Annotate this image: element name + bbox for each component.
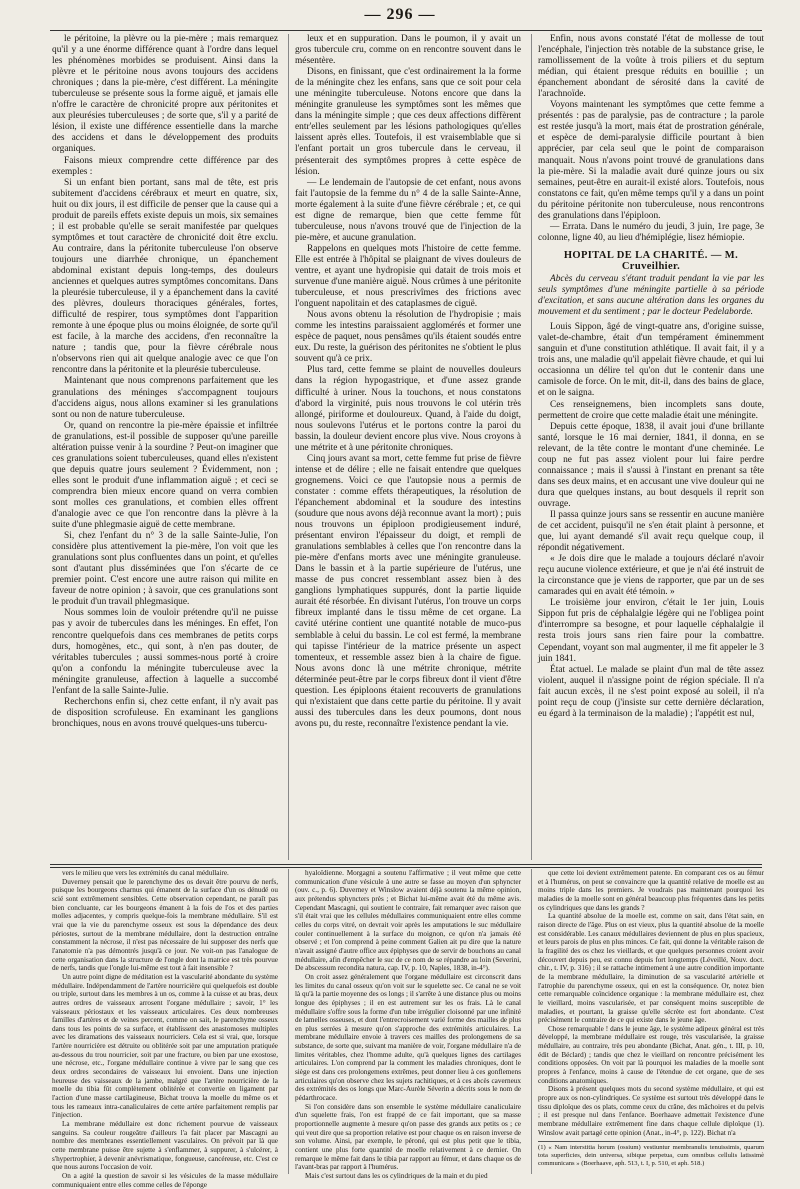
column-1 <box>52 34 278 860</box>
paragraph: Maintenant que nous comprenons parfaitement que les granulations des méninges s'accompagnent toujours d'accidens aigus, nous allons examiner si les granulations sont ou non de nature tuberculeuse. <box>52 376 278 420</box>
column-3 <box>531 34 764 860</box>
article-abstract: Abcès du cerveau s'étant traduit pendant la vie par les seuls symptômes d'une méningite partielle à sa période d'excitation, et sans aucune altération dans les organes du mouvement et du sentiment ; par le docteur Pedelaborde. <box>538 273 764 318</box>
paragraph: « Je dois dire que le malade a toujours déclaré n'avoir reçu aucune violence extérieure, et que je n'ai été instruit de la circonstance que je viens de rapporter, que par un de ses camarades qui en avait été témoin. » <box>538 554 764 598</box>
bottom-column-3 <box>531 869 764 1174</box>
paragraph: leux et en suppuration. Dans le poumon, il y avait un gros tubercule cru, comme on en rencontre souvent dans le mésentère. <box>295 34 521 67</box>
paragraph: La quantité absolue de la moelle est, comme on sait, dans l'état sain, en raison directe de l'âge. Plus on est vieux, plus la quantité absolue de la moelle est considérable. Les canaux médullaires deviennent de plus en plus spacieux, et leurs parois de plus en plus minces. Ce fait, qui donne la véritable raison de la fragilité des os chez les vieillards, et que quelques personnes croient avoir découvert depuis peu, est connu depuis fort longtemps (Léveillé, Nouv. doct. chir., t. IV, p. 316) ; il se rattache intimement à une autre condition importante de la membrane médullaire, la diminution de sa vascularité artérielle et l'atrophie du parenchyme osseux, qui en est la conséquence. Or, notez bien cette remarquable coïncidence organique : la membrane médullaire est, chez le vieillard, moins vascularisée, et par conséquent moins susceptible de maladies, et pourtant, la graisse qu'elle sécrète est fort abondante. C'est précisément le contraire de ce qui existe dans le jeune âge. <box>538 912 764 1025</box>
page-number: — 296 — <box>364 6 436 23</box>
paragraph: Un autre point digne de méditation est la vascularité abondante du système médullaire. Indépendamment de l'artère nourricière qui quelquefois est double ou triple, surtout dans les membres à un os, comme à la cuisse et au bras, deux autres ordres de vaisseaux arrosent l'organe médullaire ; savoir, 1° les vaisseaux périostaux et les vaisseaux articulaires. Ces deux nombreuses familles d'artères et de veines percent, comme on sait, le parenchyme osseux dans tous les points de sa surface, et établissent des anastomoses multiples avec les diramations des vaisseaux nourriciers. Cela est si vrai, que, lorsque l'artère nourricière est détruite ou oblitérée soit par une amputation pratiquée au-dessous du trou nourricier, soit par une fracture, ou bien par une exostose, une nécrose, etc., l'organe médullaire continue à vivre par le sang que ces deux ordres secondaires de vaisseaux lui envoient. Dans une injection heureuse des vaisseaux de la jambe, malgré que l'artère nourricière de la moelle du tibia fût complètement oblitérée et convertie en ligament par l'action d'une masse cartilagineuse, Bichat trouva la moelle du même os et tous les rameaux intra-canaliculaires de cette artère parfaitement remplis par l'injection. <box>52 972 278 1120</box>
paragraph: Louis Sippon, âgé de vingt-quatre ans, d'origine suisse, valet-de-chambre, était d'un tempérament éminemment sanguin et d'une constitution athlétique. Il avait fait, il y a trois ans, une maladie qu'il appelait fièvre chaude, et qui lui occasionna un délire tel qu'on dut le contenir dans une camisole de force. On le mit, dit-il, dans des bains de glace, et on le saigna. <box>538 322 764 399</box>
paragraph: Disons, en finissant, que c'est ordinairement la la forme de la méningite chez les enfans, sans que ce soit pour cela une méningite tuberculeuse. Notons encore que dans la méningite granuleuse les symptômes sont les mêmes que dans la méningite simple ; que ces deux affections diffèrent entr'elles seulement par les lésions pathologiques qu'elles laissent après elles. Toutefois, il est vraisemblable que si l'enfant portait un gros tubercule dans le cerveau, il présenterait des symptômes propres à cette espèce de lésion. <box>295 67 521 177</box>
hospital-section-title: HOPITAL DE LA CHARITÉ. — M. Cruveilhier. <box>563 249 739 272</box>
paragraph: Si, chez l'enfant du n° 3 de la salle Sainte-Julie, l'on considère plus attentivement la pie-mère, l'on voit que les granulations sont plus confluentes dans un point, et qu'elles sont d'autant plus disséminées que l'on s'écarte de ce premier point. C'est encore une autre raison qui milite en faveur de notre opinion ; à savoir, que ces granulations sont le produit d'un travail phlegmasique. <box>52 531 278 608</box>
errata-note: — Errata. Dans le numéro du jeudi, 3 juin, 1re page, 3e colonne, ligne 40, au lieu d'hémiplégie, lisez hémiopie. <box>538 221 764 243</box>
paragraph: Nous avons obtenu la résolution de l'hydropisie ; mais comme les intestins paraissaient agglomérés et former une espèce de paquet, nous pensâmes qu'ils étaient soudés entre eux. Du reste, la guérison des péritonites ne s'obtient le plus souvent qu'à ce prix. <box>295 310 521 365</box>
paragraph: Nous sommes loin de vouloir prétendre qu'il ne puisse pas y avoir de tubercules dans les méninges. En effet, l'on rencontre quelquefois dans ces membranes de petits corps durs, homogènes, etc., qui sont, à n'en pas douter, de véritables tubercules ; aussi sommes-nous porté à croire qu'on a confondu la méningite tuberculeuse avec la méningite granuleuse, affection à laquelle a succombé l'enfant de la salle Sainte-Julie. <box>52 608 278 696</box>
main-articles <box>52 34 764 860</box>
paragraph: Le troisième jour environ, c'était le 1er juin, Louis Sippon fut pris de céphalalgie légère qui ne l'obligea point d'interrompre sa besogne, et pour laquelle céphalalgie il resta trois jours sans rien faire pour la combattre. Cependant, voyant son mal augmenter, il me fit appeler le 3 juin 1841. <box>538 598 764 664</box>
bottom-column-1 <box>52 869 278 1189</box>
bottom-column-2 <box>288 869 521 1180</box>
feuilleton-section <box>52 869 764 1189</box>
paragraph: Ces renseignemens, bien incomplets sans doute, permettent de croire que cette maladie était une méningite. <box>538 399 764 421</box>
paragraph: Plus tard, cette femme se plaint de nouvelles douleurs dans la région hypogastrique, et d'une assez grande difficulté à uriner. Nous la touchons, et nous constatons d'abord la virginité, puis nous trouvons le col utérin très allongé, piriforme et douloureux. Quand, à l'aide du doigt, nous soulevons l'utérus et le portons contre la paroi du bassin, la douleur devient encore plus vive. Nous croyons à une métrite et à une péritonite chroniques. <box>295 365 521 453</box>
paragraph: Disons à présent quelques mots du second système médullaire, et qui est propre aux os non-cylindriques. Ce système est surtout très développé dans le tissu diploïque des os plats, comme ceux du crâne, des mâchoires et du pelvis ; il est presque nul dans l'enfance. Boerhaave admettait l'existence d'une membrane médullaire extrêmement fine dans chaque cellule diploïque (1). Winslow avait partagé cette opinion (Anat., in-4°, p. 122). Bichat n'a <box>538 1085 764 1137</box>
footnote-text: (1) « Nam interstitia horum (ossium) vestiuntur membranulis tenuissimis, quarum tota superficies, dein universa, sibique perpetua, cum omnibus cellulis latissimè communicans » (Boerhaave, aph. 513, t. I, p. 510, et aph. 518.) <box>538 1144 764 1168</box>
paragraph: Chose remarquable ! dans le jeune âge, le système adipeux général est très développé, la membrane médullaire est rouge, très vascularisée, la graisse médullaire, au contraire, très peu abondante (Bichat, Anat. gén., t. III, p. 10, édit de Béclard) ; tandis que chez le vieillard on rencontre précisément les conditions opposées. On voit par là pourquoi les maladies de la moelle sont propres à l'enfance, moins à cause de l'étendue de cet organe, que de ses conditions anatomiques. <box>538 1024 764 1085</box>
paragraph: vers le milieu que vers les extrémités du canal médullaire. <box>62 869 229 877</box>
paragraph: Depuis cette époque, 1838, il avait joui d'une brillante santé, lorsque le 16 mai dernier, 1841, il donna, en se relevant, de la tête contre le montant d'une cheminée. Le coup ne fut pas assez violent pour lui faire perdre connaissance ; mais il s'aussi à l'instant en prenant sa tête dans ses deux mains, et en accusant une vive douleur qui ne dura que quelques instans, au bout desquels il reprit son ouvrage. <box>538 421 764 509</box>
paragraph: Mais c'est surtout dans les os cylindriques de la main et du pied <box>305 1171 488 1180</box>
paragraph: On a agité la question de savoir si les vésicules de la masse médullaire communiquaient entre elles comme celles de l'éponge <box>52 1171 278 1189</box>
paragraph: État actuel. Le malade se plaint d'un mal de tête assez violent, auquel il n'assigne point de région spéciale. Il n'a fait aucun excès, il ne s'est point exposé au soleil, il n'a point reçu de coup (j'insiste sur cette dernière déclaration, eu égard à la terminaison de la maladie) ; l'appétit est nul, <box>538 664 764 719</box>
section-divider <box>50 864 762 868</box>
paragraph: On croit assez généralement que l'organe médullaire est circonscrit dans les limites du canal osseux qu'on voit sur le squelette sec. Ce canal ne se voit là qu'à la partie moyenne des os longs ; il s'arrête à une distance plus ou moins longue des épiphyses ; il en est autrement sur les os frais. Là le canal médullaire s'offre sous la forme d'un tube irrégulier cloisonné par une infinité de lamelles osseuses, et dont l'entrecroisement varié forme des mailles de plus en plus serrées à mesure qu'on s'approche des extrémités articulaires. La membrane médullaire envoie à travers ces mailles des prolongemens de sa substance, de sorte que, suivant ma manière de voir, l'organe médullaire n'a de limites véritables, chez l'homme adulte, qu'à quelques lignes des cartilages articulaires. L'on comprend par la comment les maladies chroniques, dont le siège est dans ces prolongemens extrêmes, peut donner lieu à ces gonflemens articulaires qu'on observe chez les sujets rachitiques, et à ces abcès caverneux des extrémités des os longs que Marc-Aurèle Séverin a décrits sous le nom de pédarthrocace. <box>295 972 521 1103</box>
paragraph: Enfin, nous avons constaté l'état de mollesse de tout l'encéphale, l'injection très notable de la substance grise, le ramollissement de la voûte à trois piliers et du septum médian, qui étaient presque réduits en bouillie ; un épanchement abondant de sérosité dans la cavité de l'arachnoïde. <box>538 34 764 100</box>
paragraph: Si l'on considère dans son ensemble le système médullaire canaliculaire d'un squelette frais, l'on est frappé de ce fait important, que sa masse proportionnelle augmente à mesure qu'on passe des grands aux petits os ; ce qui veut dire que sa proportion relative est pour chaque os en raison inverse de son volume. Ainsi, par exemple, le péroné, qui est plus petit que le tibia, contient une plus forte quantité de moelle relativement à ce dernier. On remarque le même fait dans le tibia par rapport au fémur, et dans chaque os de l'avant-bras par rapport à l'humérus. <box>295 1102 521 1172</box>
paragraph: Il passa quinze jours sans se ressentir en aucune manière de cet accident, puisqu'il ne s'en était plaint à personne, et que, lui ayant demandé s'il avait reçu quelque coup, il répondit négativement. <box>538 509 764 554</box>
paragraph: Recherchons enfin si, chez cette enfant, il n'y avait pas de disposition scrofuleuse. En examinant les ganglions bronchiques, nous en avons trouvé quelques-uns tubercu- <box>52 696 278 729</box>
header-rule <box>50 30 762 31</box>
paragraph: le péritoine, la plèvre ou la pie-mère ; mais remarquez qu'il y a une énorme différence quant à l'ordre dans lequel les phénomènes morbides se produisent. Ainsi dans la plèvre et le péritoine nous avons toujours des accidens chroniques ; dans la pie-mère, c'est différent. La méningite tuberculeuse se présente sous la forme aiguë, et jamais elle n'offre le caractère de chronicité propre aux péritonites et aux pleurésies tuberculeuses ; de sorte que, s'il y a parité de lésion, il existe une différence essentielle dans la marche des accidens et dans le développement des produits organiques. <box>52 34 278 155</box>
paragraph: Voyons maintenant les symptômes que cette femme a présentés : pas de paralysie, pas de contracture ; la parole est restée jusqu'à la mort, mais état de prostration générale, et espèce de demi-paralysie difficile pourtant à bien apprécier, par cela seul que le point de comparaison manquait. Nous n'avons point trouvé de granulations dans la pie-mère. Si la maladie avait duré quinze jours ou six semaines, peut-être en aurait-il existé alors. Toutefois, nous constatons ce fait, qu'en même temps qu'il y a dans un point du péritoine péritonite non tuberculeuse, nous rencontrons des granulations dans l'épiploon. <box>538 100 764 221</box>
paragraph: Duverney pensait que le parenchyme des os devait être pourvu de nerfs, puisque les bourgeons charnus qui émanent de la surface d'un os dénudé ou scié sont extrêmement sensibles. Cette observation cependant, ne paraît pas bien concluante, car les bourgeons émanent à la fois de l'os et des parties molles adjacentes, y compris quelque-fois la membrane médullaire. S'il est vrai que la vie du parenchyme osseux est sous la dépendance des deux périostes, surtout de la membrane médullaire, dont la destruction entraîne constamment la nécrose, il n'est pas nécessaire de lui supposer des nerfs que l'anatomie n'a pas démontrés jusqu'à ce jour. Ne voit-on pas l'analogue de cette organisation dans la structure de l'ongle dont la matrice est très pourvue de nerfs, tandis que l'ongle lui-même est tout à fait insensible ? <box>52 877 278 973</box>
paragraph: Faisons mieux comprendre cette différence par des exemples : <box>52 155 278 177</box>
paragraph: Si un enfant bien portant, sans mal de tête, est pris subitement d'accidens cérébraux et meurt en quatre, six, huit ou dix jours, il est difficile de penser que la cause qui a produit de pareils effets existe depuis un mois, six semaines ; il est probable qu'elle se serait manifestée par quelques symptômes et tout caractère de chronicité doit être exclu. Au contraire, dans la péritonite tuberculeuse l'on observe toujours une diarrhée chronique, un épanchement abdominal existant depuis long-temps, des douleurs anciennes et quelques autres symptômes concomitans. Dans la pleurésie tuberculeuse, il y a épanchement dans la cavité des plèvres, douleurs thoraciques générales, fortes, difficulté de respirer, tous symptômes dont l'apparition remonte à une époque plus ou moins éloignée, de sorte qu'il est facile, à la marche des accidens, d'en reconnaître la nature ; tandis que, pour la fièvre cérébrale nous n'observons rien qui ait quelque analogie avec ce que l'on rencontre dans la péritonite et la pleurésie tuberculeuse. <box>52 177 278 376</box>
footnote <box>538 1141 764 1168</box>
paragraph: — Le lendemain de l'autopsie de cet enfant, nous avons fait l'autopsie de la femme du n° 4 de la salle Sainte-Anne, morte également à la suite d'une fièvre cérébrale ; et, ce qui est digne de remarque, bien que cette femme fût tuberculeuse, nous n'avons trouvé que de l'injection de la pie-mère, et aucune granulation. <box>295 177 521 243</box>
paragraph: Or, quand on rencontre la pie-mère épaissie et infiltrée de granulations, est-il possible de supposer qu'une pareille altération puisse venir à la sourdine ? Peut-on imaginer que ces granulations soient tuberculeuses, quand elles n'existent que depuis quatre jours seulement ? Évidemment, non ; elles sont le produit d'une inflammation aiguë ; et ceci se comprendra bien mieux encore quand on verra combien sont molles ces granulations, et combien elles offrent d'analogie avec ce que l'on rencontre dans la plèvre à la suite d'une phlegmasie aiguë de cette membrane. <box>52 420 278 531</box>
paragraph: hyaloïdienne. Morgagni a soutenu l'affirmative ; il veut même que cette communication d'une vésicule à une autre se fasse au moyen d'un sphyncter (ouv. c., p. 6). Duverney et Winslow avaient déjà soutenu la même opinion, aux prétendus sphyncters près ; et Bichat lui-même avait été du même avis. Cependant Mascagni, qui soutient le contraire, fait remarquer avec raison que s'il était vrai que les cellules médullaires communiquaient entre elles comme celles du corps vitré, on devrait voir après les amputations le suc médullaire couler continuellement à la surface du moignon, ce qu'on n'a jamais été observé ; et l'on comprend à peine comment Galien ait pu dire que la nature n'avait assigné d'autre office aux épiphyses que de servir de bouchons au canal médullaire, afin d'empêcher le suc de ce nom de se répandre au loin (Severini, De abscessum recondita natura, cap. IV, p. 10, Naples, 1838, in-4°). <box>295 869 521 973</box>
paragraph: La membrane médullaire est donc richement pourvue de vaisseaux sanguins. Sa couleur rougeâtre d'ailleurs l'a fait placer par Mascagni au nombre des membranes essentiellement vasculaires. On prévoit par là que cette membrane puisse être sujette à s'enflammer, à suppurer, à s'ulcérer, à s'hypertrophier, à devenir anévrismatique, fongueuse, cancéreuse, etc. C'est ce que nous aurons l'occasion de voir. <box>52 1120 278 1172</box>
paragraph: Rappelons en quelques mots l'histoire de cette femme. Elle est entrée à l'hôpital se plaignant de vives douleurs de ventre, et ayant une hydropisie qui datait de trois mois et survenue d'une manière aiguë. Nous crûmes à une péritonite tuberculeuse, et nous prescrivîmes des frictions avec l'onguent napolitain et des cataplasmes de ciguë. <box>295 243 521 310</box>
paragraph: Cinq jours avant sa mort, cette femme fut prise de fièvre intense et de délire ; elle ne faisait entendre que quelques grognemens. Voici ce que l'autopsie nous a permis de constater : comme effets thérapeutiques, la résolution de l'épanchement abdominal et la soudure des intestins (soudure que nous avons déjà reconnue avant la mort) ; puis nous trouvons un épiploon prodigieusement induré, présentant environ l'épaisseur du doigt, et rempli de granulations semblables à celles que l'on rencontre dans la pie-mère d'enfans morts avec une méningite granuleuse. Dans le bassin et à la partie supérieure de l'utérus, une masse de pus concret ressemblant assez bien à des ganglions lymphatiques suppurés, dont la partie liquide aurait été résorbée. En divisant l'utérus, l'on trouve un corps fibreux implanté dans le tissu même de cet organe. La cavité utérine contient une quantité notable de muco-pus semblable à celui du bassin. Le col est fermé, la membrane qui tapisse l'intérieur de la matrice présente un aspect tomenteux, et ressemble assez bien à la chaire de figue. Nous avons donc là une métrite chronique, métrite déterminée peut-être par le corps fibreux dont il vient d'être question. Les épiploons étaient recouverts de granulations qui n'existaient que dans cette partie du péritoine. Il y avait aussi des tubercules dans les deux poumons, dont nous avons pu, du reste, reconnaître l'existence pendant la vie. <box>295 453 521 729</box>
paragraph: que cette loi devient extrêmement patente. En comparant ces os au fémur et à l'humérus, on peut se convaincre que la quantité relative de moelle est au moins triple dans les premiers. Je voudrais pas maintenant pourquoi les maladies de la moelle sont en général beaucoup plus fréquentes dans les petits os cylindriques que dans les grands ? <box>538 869 764 912</box>
column-2 <box>288 34 521 860</box>
